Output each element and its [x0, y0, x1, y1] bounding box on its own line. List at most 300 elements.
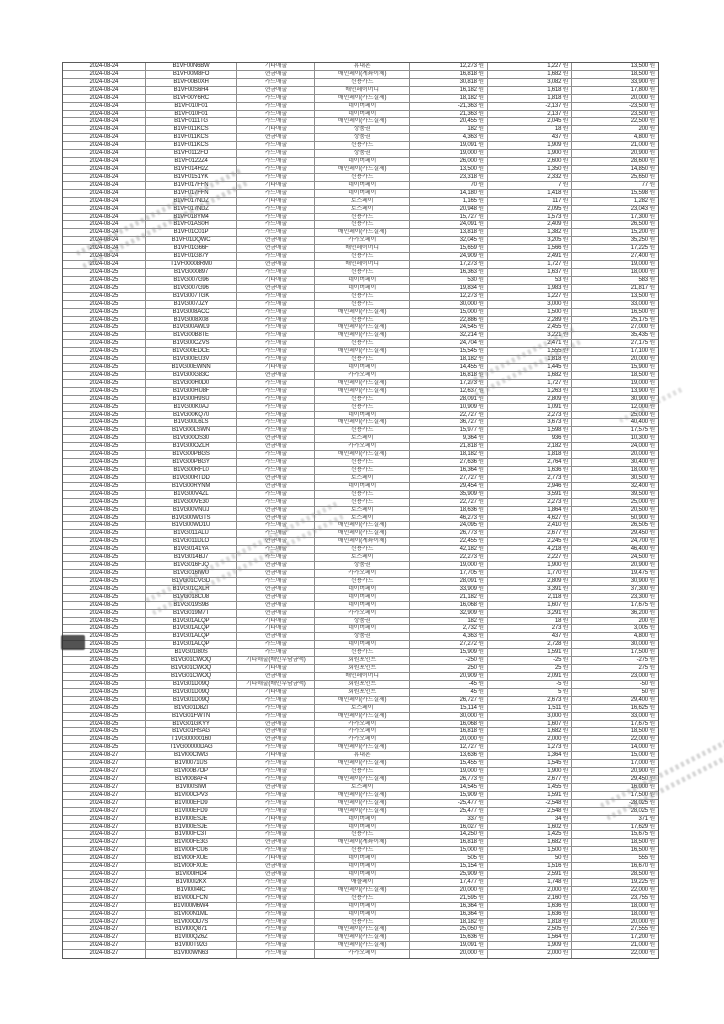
table-row: [63, 419, 658, 427]
order-id-cell: B1VG019M7T: [146, 610, 238, 617]
supply-amount-cell: 16,182 원: [410, 87, 488, 94]
supply-amount-cell: 18,182 원: [410, 356, 488, 363]
date-cell: 2024-08-25: [63, 744, 146, 751]
total-amount-cell: -50 원: [639, 680, 655, 687]
sales-type-cell: 카드매출: [237, 206, 315, 213]
table-row: [63, 871, 658, 879]
table-row: [63, 451, 658, 459]
order-id-cell: B1VI00N1ML: [146, 911, 238, 918]
table-row: [63, 602, 658, 610]
supply-amount-cell: 250 원: [410, 665, 488, 672]
supply-amount-cell: 16,364 원: [410, 911, 488, 918]
table-row: [63, 847, 658, 855]
table-row: [63, 538, 658, 546]
sales-type-cell: 카드매출: [237, 150, 315, 157]
table-row: [63, 166, 658, 174]
supply-amount-cell: 19,091 원: [410, 942, 488, 949]
total-amount-cell: 18,500 원: [630, 371, 655, 378]
date-cell: 2024-08-27: [63, 887, 146, 894]
table-row: [63, 396, 658, 404]
table-row: [63, 831, 658, 839]
date-cell: 2024-08-27: [63, 839, 146, 846]
date-cell: 2024-08-25: [63, 610, 146, 617]
payment-method-cell: 토스페이: [315, 198, 410, 205]
vat-amount-cell: 18 원: [488, 618, 572, 625]
date-cell: 2024-08-25: [63, 578, 146, 585]
supply-amount-cell: 15,000 원: [410, 847, 488, 854]
date-cell: 2024-08-25: [63, 396, 146, 403]
total-amount-cell: 25,000 원: [630, 498, 655, 505]
date-cell: 2024-08-25: [63, 728, 146, 735]
sales-type-cell: 카드매출: [237, 578, 315, 585]
payment-method-cell: 신용카드: [315, 356, 410, 363]
date-cell: 2024-08-25: [63, 412, 146, 419]
table-row: [63, 546, 658, 554]
vat-amount-cell: 25 원: [488, 665, 572, 672]
date-cell: 2024-08-25: [63, 641, 146, 648]
total-amount-cell: 14,850 원: [630, 165, 655, 172]
total-amount-cell: 18,000 원: [630, 467, 655, 474]
date-cell: 2024-08-25: [63, 665, 146, 672]
supply-amount-cell: 17,273 원: [410, 261, 488, 268]
order-id-cell: B1VF0112FO: [146, 150, 238, 157]
order-id-cell: B1VG01CXLR: [146, 586, 238, 593]
total-amount-cell: 29,400 원: [630, 696, 655, 703]
supply-amount-cell: 32,909 원: [410, 610, 488, 617]
table-row: [63, 483, 658, 491]
payment-method-cell: 신용카드: [315, 253, 410, 260]
table-row: [63, 150, 658, 158]
table-row: [63, 705, 658, 713]
sales-type-cell: 기타매출(배민부담금액): [237, 657, 315, 664]
supply-amount-cell: 70 원: [410, 182, 488, 189]
total-amount-cell: 19,000 원: [630, 379, 655, 386]
payment-method-cell: 회원포인트: [315, 665, 410, 672]
table-row: [63, 79, 658, 87]
vat-amount-cell: 1,591 원: [488, 649, 572, 656]
vat-amount-cell: 2,045 원: [488, 118, 572, 125]
vat-amount-cell: 1,727 원: [488, 261, 572, 268]
supply-amount-cell: 27,272 원: [410, 641, 488, 648]
table-row: [63, 641, 658, 649]
order-id-cell: B1VF00S6H4: [146, 87, 238, 94]
supply-amount-cell: 26,727 원: [410, 697, 488, 704]
vat-amount-cell: 2,471 원: [488, 340, 572, 347]
order-id-cell: B1VF011KCS: [146, 126, 238, 133]
payment-method-cell: 네이버페이: [315, 602, 410, 609]
table-row: [63, 475, 658, 483]
total-amount-cell: 15,675 원: [630, 831, 655, 838]
supply-amount-cell: 19,091 원: [410, 142, 488, 149]
table-row: [63, 206, 658, 214]
sales-type-cell: 현금매출: [237, 285, 315, 292]
vat-amount-cell: 2,245 원: [488, 538, 572, 545]
total-amount-cell: 23,755 원: [630, 894, 655, 901]
vat-amount-cell: 1,682 원: [488, 71, 572, 78]
sales-type-cell: 카드매출: [237, 831, 315, 838]
supply-amount-cell: 17,273 원: [410, 380, 488, 387]
total-amount-cell: 18,500 원: [630, 70, 655, 77]
sales-type-cell: 카드매출: [237, 427, 315, 434]
total-amount-cell: -275 원: [636, 657, 655, 664]
supply-amount-cell: 25,909 원: [410, 871, 488, 878]
supply-amount-cell: 30,000 원: [410, 301, 488, 308]
sales-type-cell: 카드매출: [237, 309, 315, 316]
supply-amount-cell: 24,545 원: [410, 324, 488, 331]
sales-type-cell: 카드매출: [237, 340, 315, 347]
table-row: [63, 459, 658, 467]
supply-amount-cell: 12,637 원: [410, 388, 488, 395]
vat-amount-cell: 1,682 원: [488, 372, 572, 379]
supply-amount-cell: -21,363 원: [410, 103, 488, 110]
supply-amount-cell: 15,545 원: [410, 348, 488, 355]
table-row: [63, 721, 658, 729]
total-amount-cell: -28,025 원: [628, 799, 655, 806]
order-id-cell: B1VG00RTDD: [146, 475, 238, 482]
supply-amount-cell: 18,182 원: [410, 919, 488, 926]
supply-amount-cell: 17,477 원: [410, 879, 488, 886]
total-amount-cell: 21,000 원: [630, 942, 655, 949]
supply-amount-cell: 20,909 원: [410, 673, 488, 680]
table-row: [63, 245, 658, 253]
total-amount-cell: 35,250 원: [630, 237, 655, 244]
payment-method-cell: 네이버페이: [315, 103, 410, 110]
date-cell: 2024-08-25: [63, 713, 146, 720]
table-row: [63, 174, 658, 182]
date-cell: 2024-08-25: [63, 602, 146, 609]
payment-method-cell: 카카오페이: [315, 721, 410, 728]
supply-amount-cell: 24,095 원: [410, 522, 488, 529]
sales-type-cell: 카드매출: [237, 768, 315, 775]
payment-method-cell: 배민페이(카드결제): [315, 522, 410, 529]
table-row: [63, 467, 658, 475]
date-cell: 2024-08-24: [63, 158, 146, 165]
order-id-cell: B1VG00HU8F: [146, 388, 238, 395]
vat-amount-cell: 1,909 원: [488, 942, 572, 949]
payment-method-cell: 카카오페이: [315, 950, 410, 958]
date-cell: 2024-08-27: [63, 903, 146, 910]
supply-amount-cell: 29,454 원: [410, 483, 488, 490]
total-amount-cell: 28,600 원: [630, 158, 655, 165]
table-row: [63, 919, 658, 927]
table-row: [63, 855, 658, 863]
order-id-cell: B1VF014H2Z: [146, 166, 238, 173]
order-id-cell: B1VG01ALQP: [146, 625, 238, 632]
table-row: [63, 229, 658, 237]
vat-amount-cell: 3,000 원: [488, 713, 572, 720]
date-cell: 2024-08-25: [63, 736, 146, 743]
payment-method-cell: 네이버페이: [315, 863, 410, 870]
supply-amount-cell: 14,455 원: [410, 364, 488, 371]
payment-method-cell: 네이버페이: [315, 111, 410, 118]
supply-amount-cell: 30,000 원: [410, 713, 488, 720]
payment-method-cell: 배민페이머니: [315, 261, 410, 268]
date-cell: 2024-08-25: [63, 562, 146, 569]
vat-amount-cell: 1,227 원: [488, 293, 572, 300]
supply-amount-cell: 26,773 원: [410, 530, 488, 537]
order-id-cell: B1VI00I4IC: [146, 887, 238, 894]
payment-method-cell: 배민페이(카드결제): [315, 451, 410, 458]
table-row: [63, 142, 658, 150]
vat-amount-cell: 2,410 원: [488, 522, 572, 529]
vat-amount-cell: 1,516 원: [488, 863, 572, 870]
vat-amount-cell: 1,598 원: [488, 427, 572, 434]
total-amount-cell: 77 원: [641, 181, 655, 188]
sales-type-cell: 카드매출: [237, 190, 315, 197]
payment-method-cell: 신용카드: [315, 491, 410, 498]
total-amount-cell: 12,000 원: [630, 403, 655, 410]
vat-amount-cell: 1,682 원: [488, 728, 572, 735]
sales-type-cell: 카드매출: [237, 760, 315, 767]
sales-type-cell: 카드매출: [237, 847, 315, 854]
supply-amount-cell: 182 원: [410, 126, 488, 133]
vat-amount-cell: 2,332 원: [488, 174, 572, 181]
table-row: [63, 198, 658, 206]
order-id-cell: B1VG01D09Q: [146, 697, 238, 704]
payment-method-cell: 신용카드: [315, 847, 410, 854]
date-cell: 2024-08-27: [63, 942, 146, 949]
total-amount-cell: 26,505 원: [630, 522, 655, 529]
sales-type-cell: 기타매출: [237, 625, 315, 632]
table-row: [63, 665, 658, 673]
date-cell: 2024-08-24: [63, 63, 146, 70]
supply-amount-cell: 32,045 원: [410, 237, 488, 244]
table-row: [63, 277, 658, 285]
order-id-cell: B1VG00EU3V: [146, 356, 238, 363]
table-row: [63, 879, 658, 887]
order-id-cell: B1VI00Q871: [146, 926, 238, 933]
vat-amount-cell: 2,764 원: [488, 459, 572, 466]
date-cell: 2024-08-27: [63, 919, 146, 926]
vat-amount-cell: 1,636 원: [488, 467, 572, 474]
total-amount-cell: 17,575 원: [630, 427, 655, 434]
order-id-cell: B1VG00H0D0: [146, 380, 238, 387]
supply-amount-cell: 12,273 원: [410, 293, 488, 300]
payment-method-cell: 신용카드: [315, 174, 410, 181]
payment-method-cell: 네이버페이: [315, 816, 410, 823]
supply-amount-cell: 24,909 원: [410, 253, 488, 260]
vat-amount-cell: 2,809 원: [488, 578, 572, 585]
order-id-cell: B1VG011ALU: [146, 530, 238, 537]
date-cell: 2024-08-25: [63, 427, 146, 434]
total-amount-cell: 20,000 원: [630, 356, 655, 363]
payment-method-cell: 신용카드: [315, 396, 410, 403]
vat-amount-cell: 4,218 원: [488, 546, 572, 553]
table-row: [63, 63, 658, 71]
supply-amount-cell: 18,182 원: [410, 451, 488, 458]
table-row: [63, 404, 658, 412]
table-row: [63, 633, 658, 641]
payment-method-cell: 배민페이(카드결제): [315, 229, 410, 236]
total-amount-cell: 30,900 원: [630, 577, 655, 584]
vat-amount-cell: 1,091 원: [488, 404, 572, 411]
total-amount-cell: 17,000 원: [630, 760, 655, 767]
sales-type-cell: 카드매출: [237, 174, 315, 181]
vat-amount-cell: 437 원: [488, 134, 572, 141]
sales-type-cell: 카드매출: [237, 388, 315, 395]
payment-method-cell: 배민페이(카드결제): [315, 419, 410, 426]
vat-amount-cell: 2,000 원: [488, 736, 572, 743]
payment-method-cell: 신용카드: [315, 269, 410, 276]
order-id-cell: B1VI00I2KX: [146, 879, 238, 886]
supply-amount-cell: 26,000 원: [410, 158, 488, 165]
supply-amount-cell: 15,636 원: [410, 934, 488, 941]
payment-method-cell: 네이버페이: [315, 483, 410, 490]
table-row: [63, 309, 658, 317]
sales-type-cell: 현금매출: [237, 507, 315, 514]
order-id-cell: B1VF01G87Y: [146, 253, 238, 260]
supply-amount-cell: 16,818 원: [410, 71, 488, 78]
payment-method-cell: 상품권: [315, 126, 410, 133]
date-cell: 2024-08-25: [63, 388, 146, 395]
total-amount-cell: 33,900 원: [630, 78, 655, 85]
total-amount-cell: 27,400 원: [630, 253, 655, 260]
total-amount-cell: 18,500 원: [630, 839, 655, 846]
total-amount-cell: 29,450 원: [630, 530, 655, 537]
order-id-cell: B1VG019S9B: [146, 602, 238, 609]
date-cell: 2024-08-25: [63, 507, 146, 514]
sales-type-cell: 카드매출: [237, 530, 315, 537]
sales-type-cell: 카드매출: [237, 792, 315, 799]
order-id-cell: B1VF010F01: [146, 103, 238, 110]
payment-method-cell: 배민페이(계좌이체): [315, 71, 410, 78]
supply-amount-cell: 25,050 원: [410, 926, 488, 933]
total-amount-cell: 22,000 원: [630, 950, 655, 957]
table-row: [63, 562, 658, 570]
vat-amount-cell: 117 원: [488, 198, 572, 205]
payment-method-cell: 토스페이: [315, 475, 410, 482]
payment-method-cell: 신용카드: [315, 221, 410, 228]
total-amount-cell: 23,043 원: [630, 205, 655, 212]
vat-amount-cell: 5 원: [488, 689, 572, 696]
date-cell: 2024-08-27: [63, 816, 146, 823]
supply-amount-cell: 22,727 원: [410, 412, 488, 419]
order-id-cell: B1VG00EDCE: [146, 348, 238, 355]
supply-amount-cell: 36,727 원: [410, 419, 488, 426]
order-id-cell: B1VF0111TG: [146, 118, 238, 125]
date-cell: 2024-08-24: [63, 134, 146, 141]
payment-method-cell: 휴대폰: [315, 752, 410, 759]
supply-amount-cell: 21,182 원: [410, 594, 488, 601]
order-id-cell: B1VF017NDZ: [146, 198, 238, 205]
total-amount-cell: 22,000 원: [630, 886, 655, 893]
payment-method-cell: 배민페이(카드결제): [315, 118, 410, 125]
payment-method-cell: 배민페이(카드결제): [315, 744, 410, 751]
total-amount-cell: -23,500 원: [628, 102, 655, 109]
total-amount-cell: 16,000 원: [630, 783, 655, 790]
date-cell: 2024-08-25: [63, 419, 146, 426]
vat-amount-cell: 1,500 원: [488, 309, 572, 316]
table-row: [63, 530, 658, 538]
total-amount-cell: 15,900 원: [630, 364, 655, 371]
total-amount-cell: 27,175 원: [630, 340, 655, 347]
table-row: [63, 380, 658, 388]
date-cell: 2024-08-25: [63, 443, 146, 450]
sales-type-cell: 현금매출: [237, 594, 315, 601]
order-id-cell: B1VI00FC3T: [146, 831, 238, 838]
order-id-cell: B1VF00N6BW: [146, 63, 238, 70]
vat-amount-cell: 2,137 원: [488, 111, 572, 118]
date-cell: 2024-08-27: [63, 926, 146, 933]
supply-amount-cell: 21,595 원: [410, 895, 488, 902]
payment-method-cell: 회원포인트: [315, 689, 410, 696]
supply-amount-cell: 18,182 원: [410, 95, 488, 102]
date-cell: 2024-08-27: [63, 792, 146, 799]
payment-method-cell: 신용카드: [315, 214, 410, 221]
table-row: [63, 736, 658, 744]
table-row: [63, 926, 658, 934]
payment-method-cell: 배민페이(카드결제): [315, 713, 410, 720]
supply-amount-cell: 24,091 원: [410, 221, 488, 228]
total-amount-cell: 200 원: [638, 617, 655, 624]
vat-amount-cell: 1,618 원: [488, 87, 572, 94]
sales-type-cell: 기타매출: [237, 198, 315, 205]
table-row: [63, 839, 658, 847]
payment-method-cell: 신용카드: [315, 459, 410, 466]
order-id-cell: B1VF017FFN: [146, 190, 238, 197]
sales-type-cell: 현금매출: [237, 483, 315, 490]
payment-method-cell: 카카오페이: [315, 372, 410, 379]
sales-type-cell: 카드매출: [237, 895, 315, 902]
table-row: [63, 499, 658, 507]
order-id-cell: B1VG007JZY: [146, 301, 238, 308]
vat-amount-cell: 1,607 원: [488, 602, 572, 609]
date-cell: 2024-08-25: [63, 594, 146, 601]
table-row: [63, 269, 658, 277]
supply-amount-cell: 25,477 원: [410, 808, 488, 815]
date-cell: 2024-08-25: [63, 459, 146, 466]
table-row: [63, 340, 658, 348]
total-amount-cell: 24,700 원: [630, 538, 655, 545]
sales-type-cell: 카드매출: [237, 111, 315, 118]
payment-method-cell: 카카오페이: [315, 736, 410, 743]
date-cell: 2024-08-25: [63, 269, 146, 276]
date-cell: 2024-08-24: [63, 142, 146, 149]
order-id-cell: B1VG01CWOQ: [146, 673, 238, 680]
date-cell: 2024-08-25: [63, 356, 146, 363]
date-cell: 2024-08-25: [63, 467, 146, 474]
date-cell: 2024-08-25: [63, 530, 146, 537]
sales-type-cell: 카드매출: [237, 324, 315, 331]
order-id-cell: B1VI00T92G: [146, 942, 238, 949]
sales-type-cell: 카드매출: [237, 705, 315, 712]
vat-amount-cell: 1,445 원: [488, 364, 572, 371]
supply-amount-cell: 1,165 원: [410, 198, 488, 205]
order-id-cell: B1VG01ALQP: [146, 641, 238, 648]
order-id-cell: B1VF0122Z4: [146, 158, 238, 165]
sales-type-cell: 카드매출: [237, 166, 315, 173]
supply-amount-cell: 45 원: [410, 689, 488, 696]
payment-method-cell: 신용카드: [315, 340, 410, 347]
vat-amount-cell: 1,364 원: [488, 752, 572, 759]
total-amount-cell: 33,000 원: [630, 300, 655, 307]
order-id-cell: B1VG00LSWN: [146, 427, 238, 434]
sales-type-cell: 카드매출: [237, 396, 315, 403]
table-row: [63, 618, 658, 626]
order-id-cell: B1VI00FXUE: [146, 855, 238, 862]
date-cell: 2024-08-25: [63, 657, 146, 664]
total-amount-cell: 1,282 원: [633, 197, 655, 204]
date-cell: 2024-08-27: [63, 824, 146, 831]
table-row: [63, 887, 658, 895]
supply-amount-cell: 12,273 원: [410, 63, 488, 70]
payment-method-cell: 카카오페이: [315, 443, 410, 450]
vat-amount-cell: -2,137 원: [488, 103, 572, 110]
date-cell: 2024-08-27: [63, 879, 146, 886]
sales-type-cell: 현금매출: [237, 863, 315, 870]
order-id-cell: B1VG00OS30: [146, 435, 238, 442]
supply-amount-cell: 14,250 원: [410, 831, 488, 838]
